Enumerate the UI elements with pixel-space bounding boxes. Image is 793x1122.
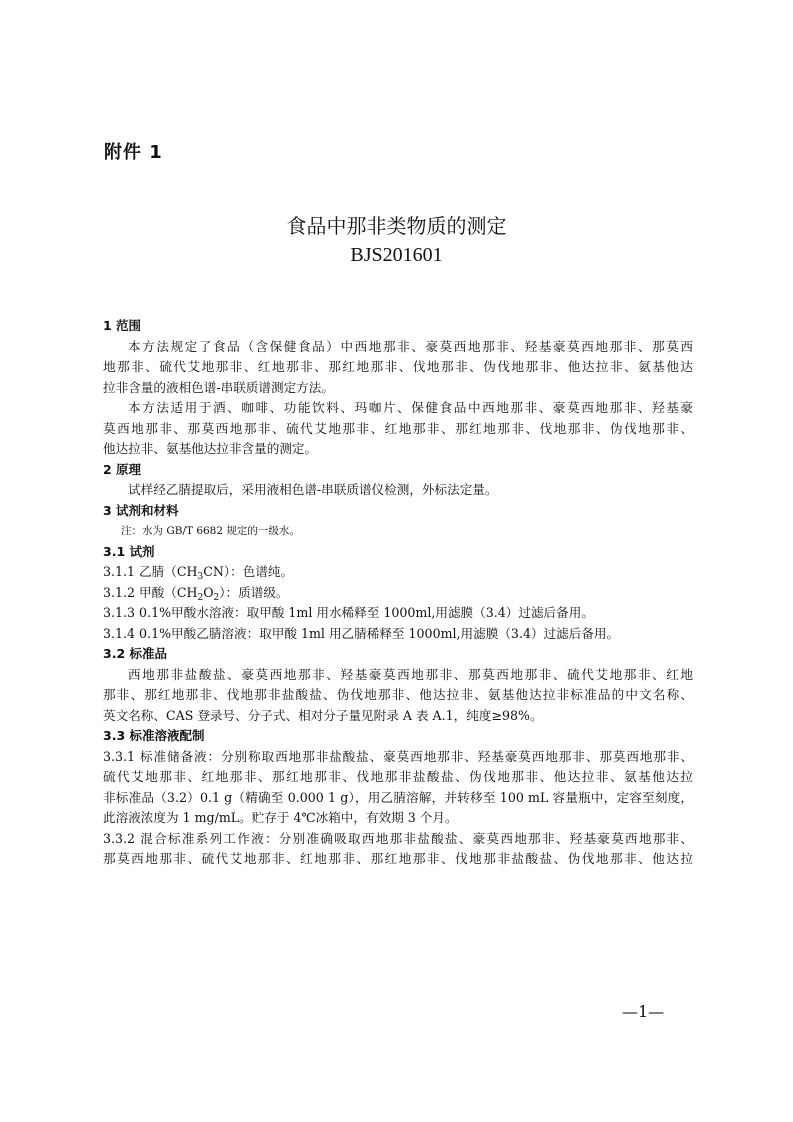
paragraph-line: 拉非含量的液相色谱-串联质谱测定方法。 [103, 379, 334, 395]
document-code: BJS201601 [350, 244, 443, 266]
paragraph-line: 那非、那红地那非、伐地那非盐酸盐、伪伐地那非、他达拉非、氨基他达拉非标准品的中文名称、 [103, 687, 693, 702]
paragraph-line: 硫代艾地那非、红地那非、那红地那非、伐地那非盐酸盐、伪伐地那非、他达拉非、氨基他达拉 [103, 769, 693, 784]
paragraph-line: 那莫西地那非、硫代艾地那非、红地那非、那红地那非、伐地那非盐酸盐、伪伐地那非、他达拉 [103, 851, 693, 866]
reagent-item-formic-water: 3.1.3 0.1%甲酸水溶液：取甲酸 1ml 用水稀释至 1000ml,用滤膜（3.4）过滤后备用。 [103, 605, 594, 620]
subsection-heading-reagents: 3.1 试剂 [103, 543, 155, 559]
note-text: 注：水为 GB/T 6682 规定的一级水。 [121, 525, 300, 537]
document-body [103, 316, 693, 870]
paragraph-line: 他达拉非、氨基他达拉非含量的测定。 [103, 441, 318, 456]
document-title: 食品中那非类物质的测定 [286, 214, 507, 238]
paragraph-line: 西地那非盐酸盐、豪莫西地那非、羟基豪莫西地那非、那莫西地那非、硫代艾地那非、红地 [128, 666, 693, 682]
subsection-heading-solutions: 3.3 标准溶液配制 [103, 728, 205, 743]
attachment-label: 附件 1 [104, 142, 163, 163]
reagent-item-formic-acetonitrile: 3.1.4 0.1%甲酸乙腈溶液：取甲酸 1ml 用乙腈稀释至 1000ml,用滤膜（3.4）过滤后备用。 [103, 625, 620, 641]
paragraph-line: 英文名称、CAS 登录号、分子式、相对分子量见附录 A 表 A.1，纯度≥98%。 [103, 707, 543, 723]
paragraph-line: 莫西地那非、那莫西地那非、硫代艾地那非、红地那非、那红地那非、伐地那非、伪伐地那非、 [103, 420, 693, 436]
paragraph-line: 3.3.1 标准储备液：分别称取西地那非盐酸盐、豪莫西地那非、羟基豪莫西地那非、那莫西地那非、 [103, 748, 693, 764]
paragraph-line: 此溶液浓度为 1 mg/mL。贮存于 4℃冰箱中，有效期 3 个月。 [103, 810, 458, 825]
paragraph-line: 非标准品（3.2）0.1 g（精确至 0.000 1 g），用乙腈溶解，并转移至 100 mL 容量瓶中，定容至刻度， [103, 789, 693, 805]
section-heading-reagents: 3 试剂和材料 [103, 502, 179, 518]
page-number: —1— [622, 1002, 665, 1021]
paragraph-line: 试样经乙腈提取后，采用液相色谱-串联质谱仪检测，外标法定量。 [128, 482, 498, 497]
paragraph-line: 本方法适用于酒、咖啡、功能饮料、玛咖片、保健食品中西地那非、豪莫西地那非、羟基豪 [128, 400, 693, 415]
section-heading-principle: 2 原理 [103, 461, 142, 477]
reagent-item-formic-acid: 3.1.2 甲酸$(CH_2O_2)$：质谱级。 [103, 584, 289, 603]
paragraph-line: 本方法规定了食品（含保健食品）中西地那非、豪莫西地那非、羟基豪莫西地那非、那莫西 [128, 338, 693, 354]
paragraph-line: 地那非、硫代艾地那非、红地那非、那红地那非、伐地那非、伪伐地那非、他达拉非、氨基他达 [103, 359, 693, 374]
reagent-item-acetonitrile: 3.1.1 乙腈$(CH_3CN)$：色谱纯。 [103, 564, 294, 582]
paragraph-line: 3.3.2 混合标准系列工作液：分别准确吸取西地那非盐酸盐、豪莫西地那非、羟基豪莫西地那非、 [103, 830, 693, 846]
subsection-heading-standards: 3.2 标准品 [103, 646, 167, 661]
section-heading-scope: 1 范围 [103, 318, 142, 333]
